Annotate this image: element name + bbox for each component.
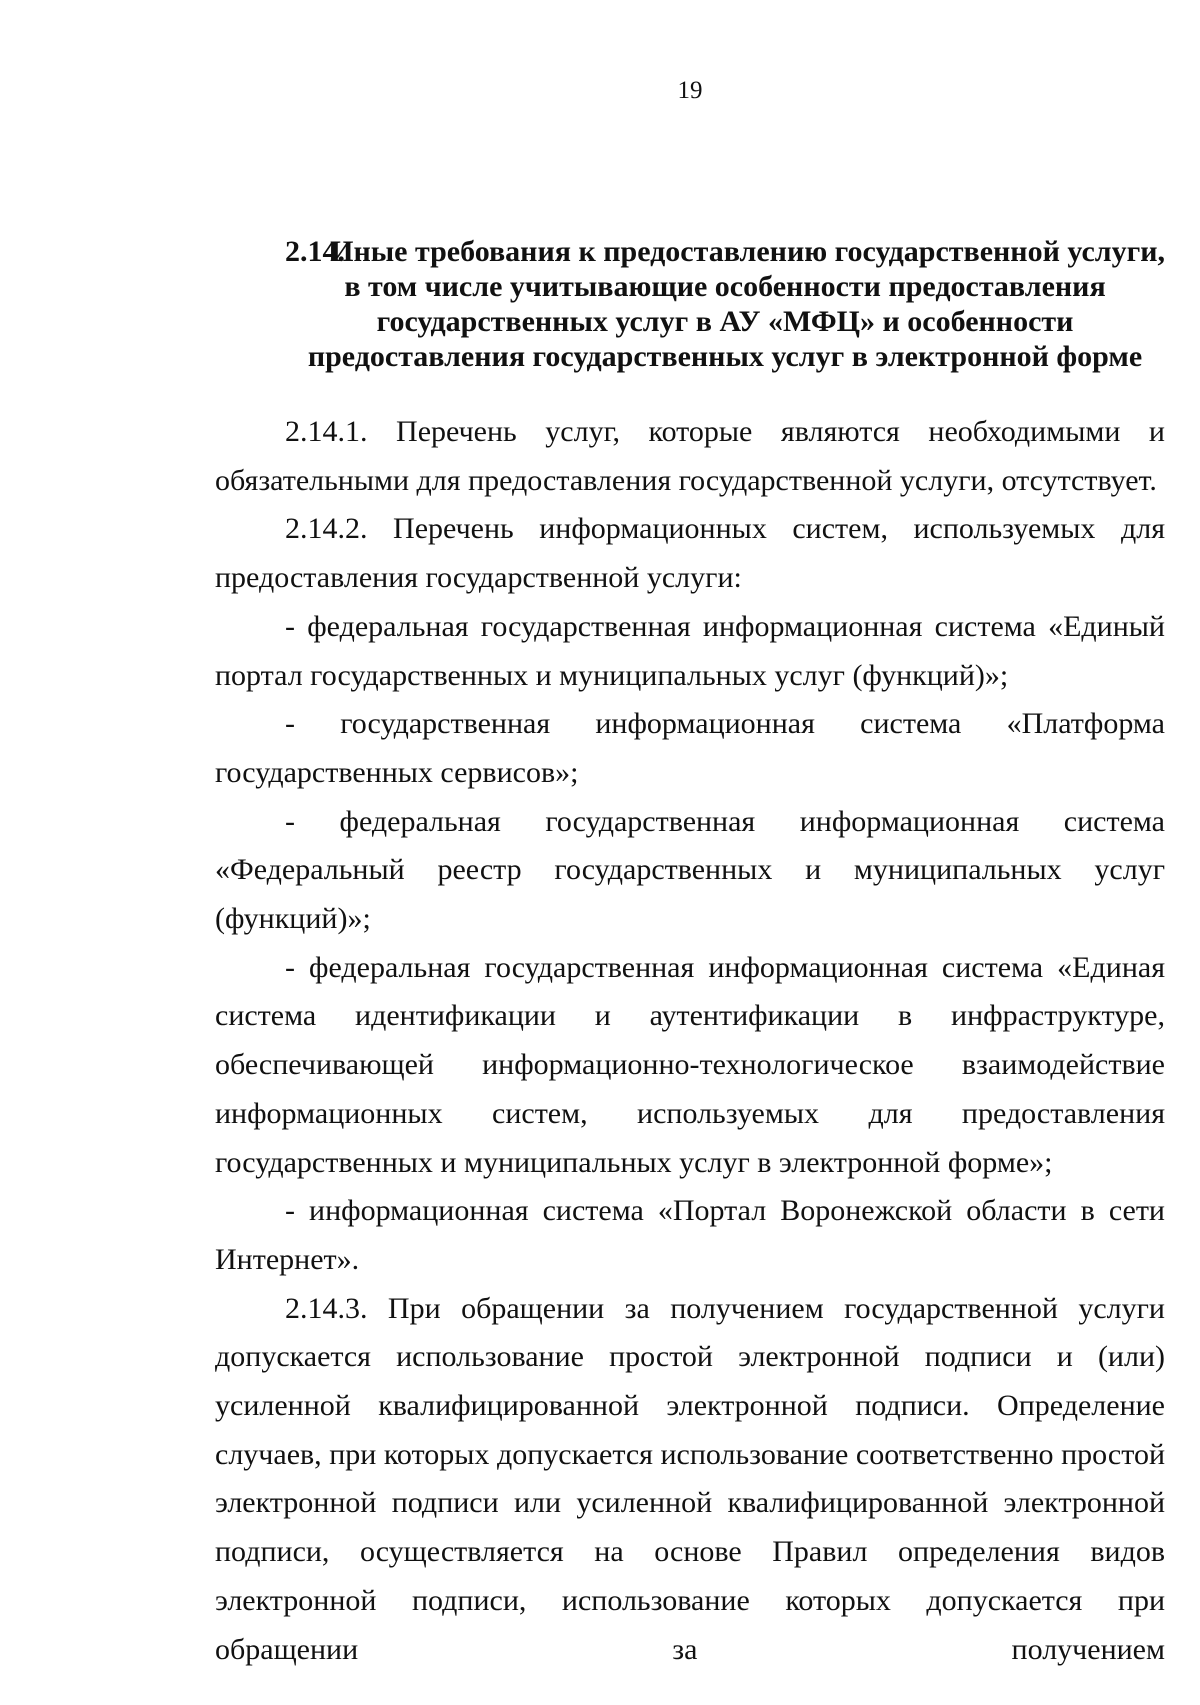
- list-item-platform: - государственная информационная система «Платформа государственных сервисов»;: [215, 707, 1165, 789]
- heading-line-4: предоставления государственных услуг в электронной форме: [307, 340, 1143, 373]
- paragraph-2-14-3: 2.14.3. При обращении за получением государственной услуги допускается использование простой электронной подписи и (или) усиленной квалифицированной электронной подписи. Определение случаев, при которых допускается использование соответственно простой электронной подписи или усиленной квалифицированной электронной подписи, осуществляется на основе Правил определения видов электронной подписи, использование которых допускается при обращении за получением: [215, 1291, 1165, 1666]
- section-heading: [285, 234, 1165, 374]
- body-text: [215, 408, 1165, 1674]
- list-item-registry: - федеральная государственная информационная система «Федеральный реестр государственных и муниципальных услуг (функций)»;: [215, 804, 1165, 936]
- paragraph-2-14-1: 2.14.1. Перечень услуг, которые являются необходимыми и обязательными для предоставления государственной услуги, отсутствует.: [215, 415, 1165, 497]
- heading-line-2: в том числе учитывающие особенности предоставления: [344, 270, 1106, 303]
- paragraph-2-14-2: 2.14.2. Перечень информационных систем, используемых для предоставления государственной услуги:: [215, 512, 1165, 595]
- heading-line-1: Иные требования к предоставлению государственной услуги,: [330, 235, 1165, 268]
- list-item-epgu: - федеральная государственная информационная система «Единый портал государственных и муниципальных услуг (функций)»;: [215, 609, 1165, 692]
- page-number: 19: [677, 77, 703, 104]
- list-item-voronezh-portal: - информационная система «Портал Воронежской области в сети Интернет».: [215, 1194, 1165, 1276]
- section-number: 2.14.: [285, 235, 345, 268]
- list-item-esia: - федеральная государственная информационная система «Единая система идентификации и аутентификации в инфраструктуре, обеспечивающей информационно-технологическое взаимодействие информационных систем, используемых для предоставления государственных и муниципальных услуг в электронной форме»;: [215, 950, 1165, 1179]
- heading-line-3: государственных услуг в АУ «МФЦ» и особенности: [376, 305, 1074, 338]
